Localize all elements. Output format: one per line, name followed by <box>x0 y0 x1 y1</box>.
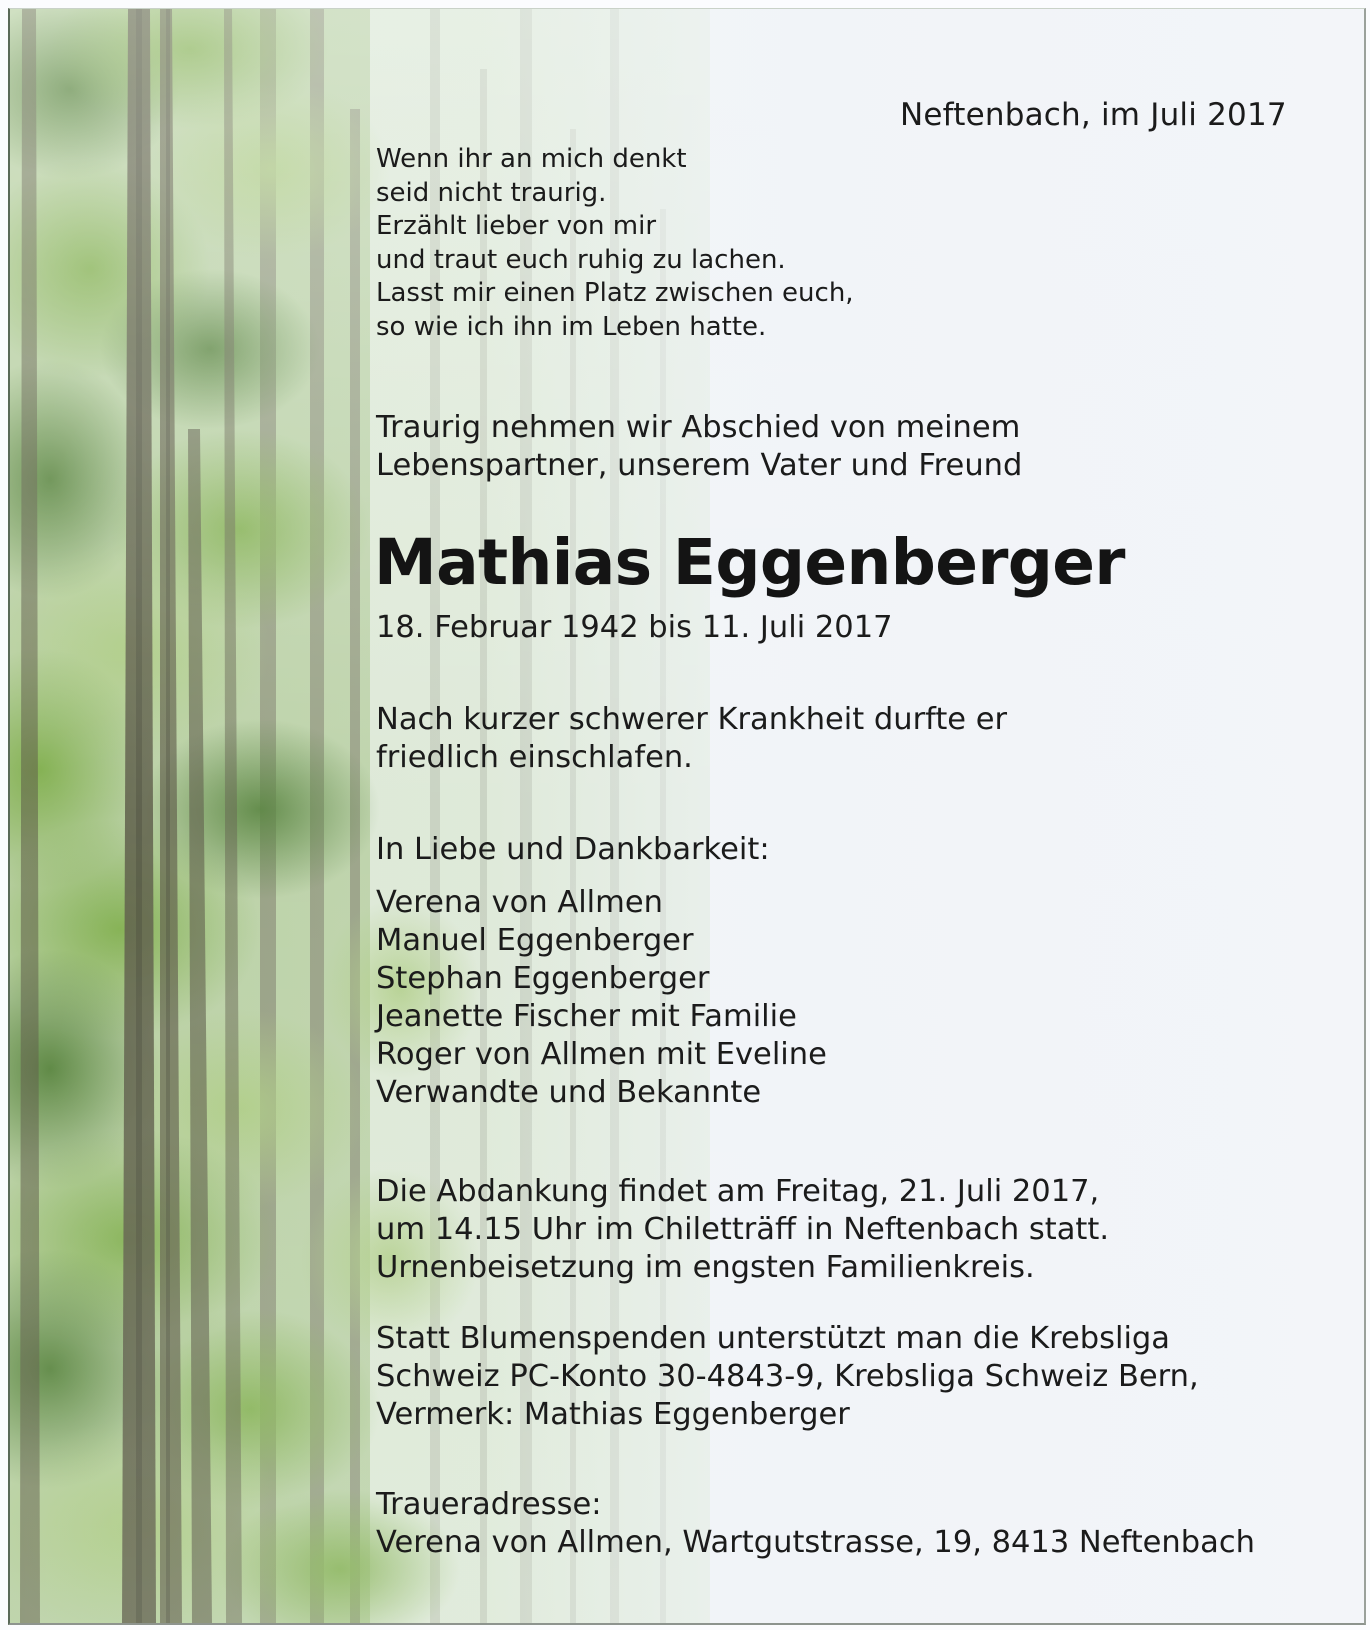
donation-line: Statt Blumenspenden unterstützt man die Krebsliga <box>376 1321 1170 1356</box>
mourning-address: Verena von Allmen, Wartgutstrasse, 19, 8413 Neftenbach <box>376 1525 1255 1560</box>
donation-line: Vermerk: Mathias Eggenberger <box>376 1397 850 1432</box>
poem-line: Wenn ihr an mich denkt <box>376 144 687 174</box>
intro-line: Traurig nehmen wir Abschied von meinem <box>376 410 1021 445</box>
ceremony-line: Die Abdankung findet am Freitag, 21. Juli 2017, <box>376 1174 1100 1209</box>
poem-line: so wie ich ihn im Leben hatte. <box>376 311 767 342</box>
love-heading: In Liebe und Dankbarkeit: <box>376 832 770 867</box>
ceremony-info <box>376 1173 1109 1287</box>
poem-line: und traut euch ruhig zu lachen. <box>376 244 786 275</box>
place-date: Neftenbach, im Juli 2017 <box>900 97 1287 133</box>
donation-info <box>376 1320 1199 1434</box>
illness-line: Nach kurzer schwerer Krankheit durfte er <box>376 702 1008 737</box>
life-dates: 18. Februar 1942 bis 11. Juli 2017 <box>376 610 893 645</box>
poem-line: Lasst mir einen Platz zwischen euch, <box>376 278 854 308</box>
mourners-list <box>376 884 827 1112</box>
farewell-intro <box>376 409 1022 485</box>
mourner-name: Verwandte und Bekannte <box>376 1075 762 1110</box>
ceremony-line: Urnenbeisetzung im engsten Familienkreis. <box>376 1250 1035 1285</box>
intro-line: Lebenspartner, unserem Vater und Freund <box>376 448 1023 483</box>
mourner-name: Jeanette Fischer mit Familie <box>376 999 797 1034</box>
illness-line: friedlich einschlafen. <box>376 740 693 775</box>
deceased-name: Mathias Eggenberger <box>374 526 1125 599</box>
mourner-name: Manuel Eggenberger <box>376 923 694 958</box>
address-heading: Traueradresse: <box>376 1487 602 1522</box>
mourner-name: Stephan Eggenberger <box>376 961 710 996</box>
poem-line: Erzählt lieber von mir <box>376 211 657 241</box>
donation-line: Schweiz PC-Konto 30-4843-9, Krebsliga Schweiz Bern, <box>376 1359 1199 1394</box>
poem-line: seid nicht traurig. <box>376 177 607 208</box>
illness-note <box>376 701 1007 777</box>
mourner-name: Verena von Allmen <box>376 885 663 920</box>
mourner-name: Roger von Allmen mit Eveline <box>376 1037 827 1072</box>
poem <box>376 143 854 344</box>
obituary-notice <box>8 8 1366 1625</box>
ceremony-line: um 14.15 Uhr im Chiletträff in Neftenbach statt. <box>376 1212 1110 1247</box>
